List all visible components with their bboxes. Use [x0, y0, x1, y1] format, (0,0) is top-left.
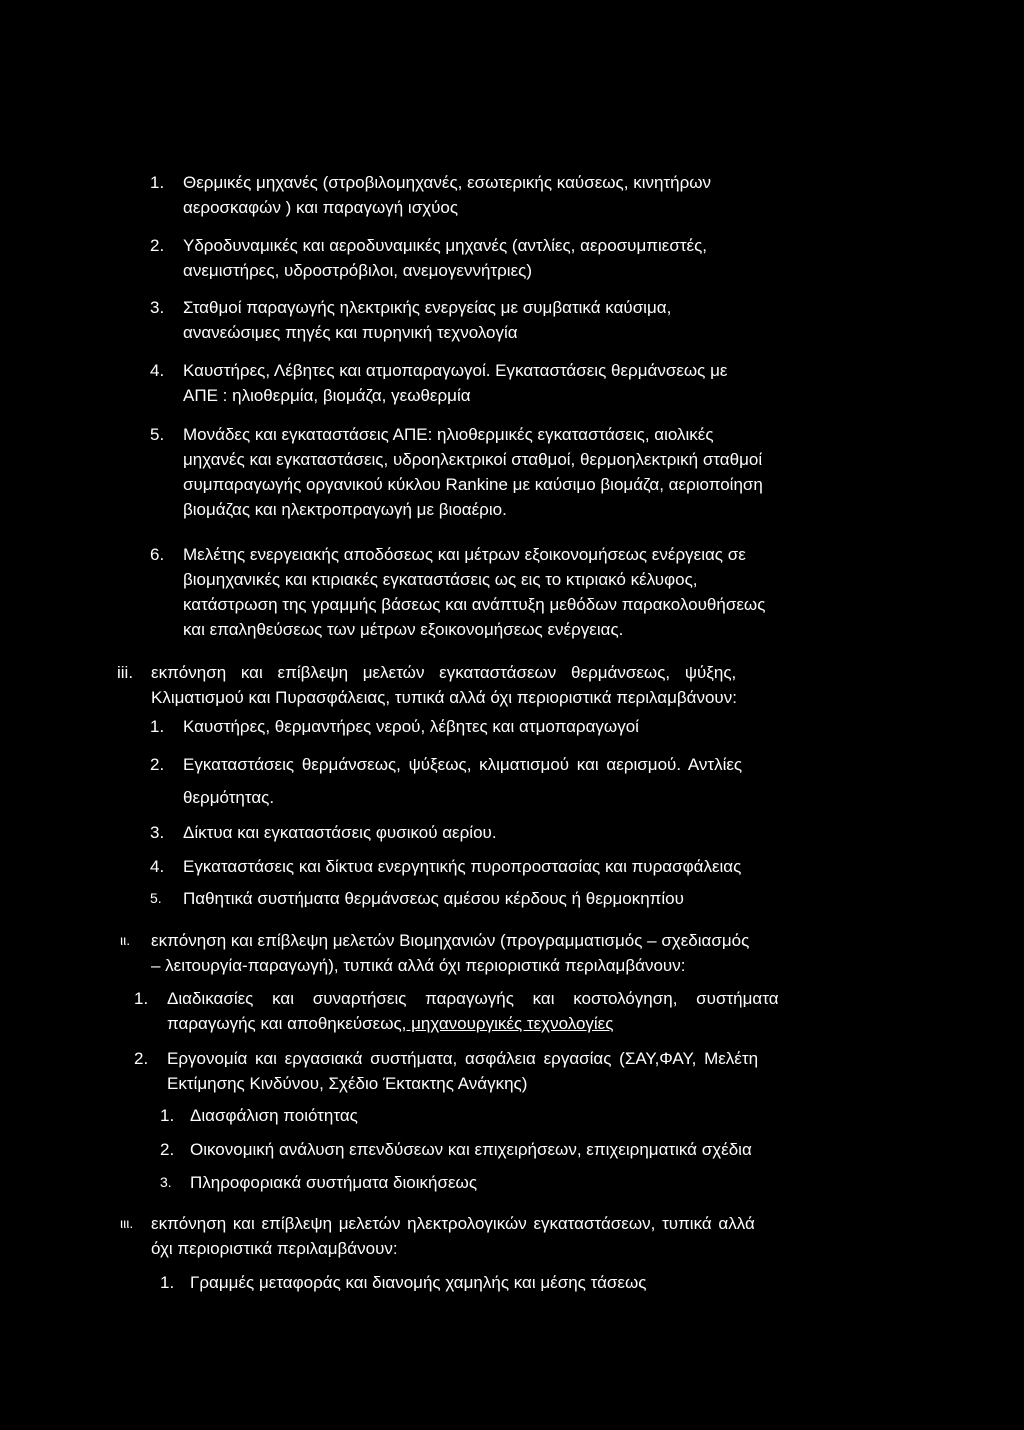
list-number: 2. — [160, 1140, 175, 1159]
section-text: όχι περιοριστικά περιλαμβάνουν: — [151, 1239, 398, 1258]
section-heading — [120, 1211, 890, 1261]
list-item — [150, 886, 870, 911]
list-text: Εκτίμησης Κινδύνου, Σχέδιο Έκτακτης Ανάγκης) — [167, 1074, 528, 1093]
list-text: βιομάζας και ηλεκτροπραγωγή με βιοαέριο. — [183, 500, 507, 519]
list-item — [134, 1046, 890, 1096]
section-number: iii. — [117, 663, 134, 682]
list-item — [160, 1137, 880, 1162]
section-text: εκπόνηση και επίβλεψη μελετών ηλεκτρολογικών εγκαταστάσεων, τυπικά αλλά — [151, 1214, 755, 1233]
list-item — [150, 233, 850, 283]
list-text: Εργονομία και εργασιακά συστήματα, ασφάλεια εργασίας (ΣΑΥ,ΦΑΥ, Μελέτη — [167, 1049, 759, 1068]
list-item — [150, 820, 870, 845]
list-text: Σταθμοί παραγωγής ηλεκτρικής ενεργείας με συμβατικά καύσιμα, — [183, 298, 672, 317]
list-text: θερμότητας. — [183, 788, 275, 807]
list-number: 1. — [150, 173, 165, 192]
list-number: 2. — [150, 755, 165, 774]
section-number: ιιι. — [120, 1215, 134, 1231]
list-text: Εγκαταστάσεις θερμάνσεως, ψύξεως, κλιματισμού και αερισμού. Αντλίες — [183, 755, 743, 774]
list-text: Γραμμές μεταφοράς και διανομής χαμηλής και μέσης τάσεως — [190, 1273, 647, 1292]
section-text: – λειτουργία-παραγωγή), τυπικά αλλά όχι περιοριστικά περιλαμβάνουν: — [151, 956, 686, 975]
list-text: συμπαραγωγής οργανικού κύκλου Rankine με καύσιμο βιομάζα, αεριοποίηση — [183, 475, 763, 494]
list-text: Μονάδες και εγκαταστάσεις ΑΠΕ: ηλιοθερμικές εγκαταστάσεις, αιολικές — [183, 425, 714, 444]
list-number: 1. — [150, 717, 165, 736]
list-text: Διασφάλιση ποιότητας — [190, 1106, 358, 1125]
list-text: κατάστρωση της γραμμής βάσεως και ανάπτυξη μεθόδων παρακολουθήσεως — [183, 595, 766, 614]
section-number: ιι. — [120, 932, 131, 948]
list-text: ανεμιστήρες, υδροστρόβιλοι, ανεμογεννήτριες) — [183, 261, 533, 280]
list-text: Διαδικασίες και συναρτήσεις παραγωγής και κοστολόγηση, συστήματα — [167, 989, 779, 1008]
list-text: βιομηχανικές και κτιριακές εγκαταστάσεις ως εις το κτιριακό κέλυφος, — [183, 570, 698, 589]
list-item — [150, 542, 870, 642]
list-item — [150, 170, 850, 220]
list-text: Δίκτυα και εγκαταστάσεις φυσικού αερίου. — [183, 823, 497, 842]
underlined-text: , μηχανουργικές τεχνολογίες — [401, 1014, 614, 1033]
list-text: Καυστήρες, θερμαντήρες νερού, λέβητες και ατμοπαραγωγοί — [183, 717, 639, 736]
section-heading — [117, 660, 877, 710]
list-item — [150, 854, 870, 879]
section-text: εκπόνηση και επίβλεψη μελετών εγκαταστάσεων θερμάνσεως, ψύξης, — [151, 663, 737, 682]
list-item — [134, 986, 890, 1036]
list-number: 3. — [160, 1174, 172, 1190]
list-number: 3. — [150, 298, 165, 317]
list-text: αεροσκαφών ) και παραγωγή ισχύος — [183, 198, 459, 217]
list-number: 6. — [150, 545, 165, 564]
list-item — [160, 1103, 880, 1128]
list-number: 2. — [150, 236, 165, 255]
list-text: ανανεώσιμες πηγές και πυρηνική τεχνολογία — [183, 323, 518, 342]
list-number: 4. — [150, 857, 165, 876]
list-item — [150, 752, 870, 810]
list-text: μηχανές και εγκαταστάσεις, υδροηλεκτρικοί σταθμοί, θερμοηλεκτρική σταθμοί — [183, 450, 763, 469]
list-item — [160, 1270, 880, 1295]
list-text: Εγκαταστάσεις και δίκτυα ενεργητικής πυροπροστασίας και πυρασφάλειας — [183, 857, 742, 876]
list-text: Παθητικά συστήματα θερμάνσεως αμέσου κέρδους ή θερμοκηπίου — [183, 889, 684, 908]
list-text: παραγωγής και αποθηκεύσεως — [167, 1014, 402, 1033]
list-text: και επαληθεύσεως των μέτρων εξοικονομήσεως ενέργειας. — [183, 620, 624, 639]
list-text: Πληροφοριακά συστήματα διοικήσεως — [190, 1173, 478, 1192]
list-item — [150, 422, 870, 522]
list-number: 1. — [160, 1273, 175, 1292]
list-text: Οικονομική ανάλυση επενδύσεων και επιχειρήσεων, επιχειρηματικά σχέδια — [190, 1140, 752, 1159]
list-number: 5. — [150, 425, 165, 444]
section-text: εκπόνηση και επίβλεψη μελετών Βιομηχανιών (προγραμματισμός – σχεδιασμός — [151, 931, 750, 950]
section-text: Κλιματισμού και Πυρασφάλειας, τυπικά αλλά όχι περιοριστικά περιλαμβάνουν: — [151, 688, 737, 707]
section-heading — [120, 928, 890, 978]
list-number: 4. — [150, 361, 165, 380]
list-number: 3. — [150, 823, 165, 842]
list-text: Καυστήρες, Λέβητες και ατμοπαραγωγοί. Εγκαταστάσεις θερμάνσεως με — [183, 361, 728, 380]
list-number: 5. — [150, 890, 162, 906]
list-item — [150, 358, 850, 408]
list-text: Μελέτης ενεργειακής αποδόσεως και μέτρων εξοικονομήσεως ενέργειας σε — [183, 545, 746, 564]
list-item — [150, 714, 870, 739]
list-number: 1. — [160, 1106, 175, 1125]
list-text: Υδροδυναμικές και αεροδυναμικές μηχανές (αντλίες, αεροσυμπιεστές, — [183, 236, 708, 255]
list-number: 2. — [134, 1049, 149, 1068]
list-item — [150, 295, 850, 345]
list-number: 1. — [134, 989, 149, 1008]
list-text: ΑΠΕ : ηλιοθερμία, βιομάζα, γεωθερμία — [183, 386, 471, 405]
list-item — [160, 1170, 880, 1195]
list-text: Θερμικές μηχανές (στροβιλομηχανές, εσωτερικής καύσεως, κινητήρων — [183, 173, 712, 192]
